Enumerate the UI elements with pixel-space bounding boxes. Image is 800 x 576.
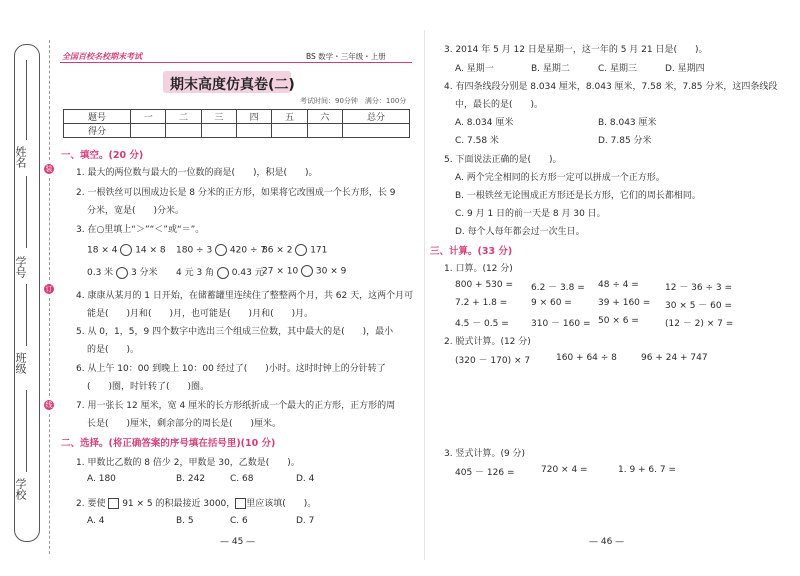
vertical-calc: 405 － 126 = — [455, 468, 515, 478]
oral-calc: 4.5 － 0.5 = — [455, 319, 509, 329]
table-cell: 三 — [201, 110, 236, 124]
choice-option: C. 7.58 米 — [455, 136, 499, 146]
question-6-line2: ( )圈，时针转了( )圈。 — [87, 382, 210, 392]
score-cell[interactable] — [272, 124, 307, 138]
table-cell: 一 — [131, 110, 166, 124]
oral-calc: 30 × 5 － 60 = — [665, 301, 733, 311]
section-heading: 二、选择。(将正确答案的序号填在括号里)(10 分) — [61, 438, 276, 449]
section-heading: 三、计算。(33 分) — [430, 246, 513, 257]
choice-option: B. 242 — [176, 474, 206, 484]
step-calc: (320 － 170) × 7 — [455, 356, 531, 366]
compare-circle[interactable] — [217, 267, 229, 279]
id-line — [26, 176, 27, 248]
choice-option: D. 星期四 — [665, 64, 705, 74]
oral-calc: 7.2 + 1.8 = — [455, 298, 508, 308]
oral-calc: 50 × 6 = — [598, 316, 639, 326]
choice-4-line2: 中，最长的是( )。 — [455, 100, 544, 110]
table-cell: 总分 — [342, 110, 409, 124]
oral-calc: 800 + 530 = — [455, 280, 514, 290]
choice-option: C. 6 — [230, 516, 248, 526]
score-table — [63, 109, 410, 138]
question-2-line1: 2. 一根铁丝可以围成边长是 8 分米的正方形，如果将它改围成一个长方形，长 9 — [76, 188, 396, 198]
score-table-score-row — [64, 124, 410, 138]
choice-option: A. 4 — [87, 516, 105, 526]
choice-4-line1: 4. 有四条线段分别是 8.034 厘米，8.043 厘米，7.58 米，7.85 分米，这四条线段 — [444, 82, 778, 92]
compare-circle[interactable] — [295, 244, 307, 256]
brand-label: 全国百校名校期末考试 — [62, 51, 142, 61]
compare-circle[interactable] — [120, 244, 132, 256]
page-title: 期末高度仿真卷(二) — [170, 77, 295, 93]
choice-option: D. 7 — [296, 516, 315, 526]
score-cell[interactable] — [166, 124, 201, 138]
choice-5: 5. 下面说法正确的是( )。 — [444, 155, 562, 165]
table-cell: 五 — [272, 110, 307, 124]
choice-2: 2. 要使 91 × 5 的积最接近 3000， 里应该填( )。 — [76, 499, 317, 509]
question-4-line1: 4. 康康从某月的 1 日开始，在储蓄罐里连续住了整整两个月，共 62 天，这两个月可 — [76, 291, 414, 301]
oral-calc: 9 × 60 = — [531, 298, 572, 308]
choice-option: C. 9 月 1 日的前一天是 8 月 30 日。 — [455, 209, 606, 219]
score-table-header-row — [64, 110, 410, 124]
compare-item: 86 × 2 171 — [262, 245, 328, 256]
choice-option: A. 两个完全相同的长方形一定可以拼成一个正方形。 — [455, 173, 665, 183]
score-cell[interactable] — [131, 124, 166, 138]
header-rule — [60, 62, 412, 63]
step-calc: 160 + 64 ÷ 8 — [556, 353, 617, 363]
bind-dot: 装 — [45, 165, 53, 173]
table-cell: 得分 — [64, 124, 131, 138]
question-3-stem: 3. 在○里填上“＞”“＜”或“＝”。 — [76, 225, 205, 235]
binding-strip — [14, 44, 40, 542]
question-2-line2: 分米，宽是( )分米。 — [87, 206, 185, 216]
oral-calc: 39 + 160 = — [598, 298, 651, 308]
name-line — [26, 60, 27, 140]
question-7-line1: 7. 用一张长 12 厘米，宽 4 厘米的长方形纸折成一个最大的正方形，正方形的周 — [76, 401, 396, 411]
class-line — [26, 284, 27, 346]
vertical-calc: 1. 9 + 6. 7 = — [618, 465, 677, 475]
section-heading: 一、填空。(20 分) — [61, 150, 144, 161]
table-cell: 二 — [166, 110, 201, 124]
compare-item: 0.3 米 3 分米 — [87, 268, 158, 278]
choice-option: D. 每个人每年都会过一次生日。 — [455, 227, 585, 237]
question-6-line1: 6. 从上午 10：00 到晚上 10：00 经过了( )小时。这时时钟上的分针转了 — [76, 364, 386, 374]
oral-calc: (12 － 2) × 7 = — [665, 319, 734, 329]
choice-option: C. 星期三 — [598, 64, 638, 74]
score-cell[interactable] — [307, 124, 342, 138]
question-1: 1. 最大的两位数与最大的一位数的商是( )，积是( )。 — [76, 168, 318, 178]
cut-line — [49, 298, 50, 396]
bind-dot: 订 — [45, 285, 53, 293]
name-label: 姓名 — [14, 146, 27, 168]
question-7-line2: 长是( )厘米，剩余部分的周长是( )厘米。 — [87, 419, 282, 429]
table-cell: 六 — [307, 110, 342, 124]
page-number: — 46 — — [589, 537, 625, 547]
step-calc: 96 + 24 + 747 — [641, 353, 708, 363]
choice-option: D. 7.85 分米 — [598, 136, 652, 146]
choice-3: 3. 2014 年 5 月 12 日是星期一，这一年的 5 月 21 日是( )。 — [444, 45, 708, 55]
id-label: 学号 — [14, 256, 27, 278]
cut-line — [49, 40, 50, 160]
choice-option: B. 星期二 — [531, 64, 570, 74]
question-4-line2: 能是( )月和( )月，也可能是( )月和( )月。 — [87, 309, 314, 319]
choice-option: B. 8.043 厘米 — [598, 118, 657, 128]
choice-option: A. 8.034 厘米 — [455, 118, 514, 128]
choice-option: A. 星期一 — [455, 64, 494, 74]
compare-circle[interactable] — [301, 265, 313, 277]
school-label: 学校 — [14, 478, 27, 500]
blank-box[interactable] — [235, 498, 246, 509]
oral-calc: 48 ÷ 4 = — [598, 280, 639, 290]
choice-option: C. 68 — [230, 474, 254, 484]
question-5-line1: 5. 从 0，1，5，9 四个数字中选出三个组成三位数，其中最大的是( )，最小 — [76, 327, 394, 337]
series-label: BS 数学・三年级・上册 — [306, 52, 386, 61]
calc-2-heading: 2. 脱式计算。(12 分) — [444, 337, 531, 347]
choice-option: A. 180 — [87, 474, 116, 484]
choice-option: D. 4 — [296, 474, 315, 484]
cut-line — [49, 178, 50, 280]
compare-circle[interactable] — [116, 267, 128, 279]
choice-option: B. 一根铁丝无论围成正方形还是长方形，它们的周长都相同。 — [455, 191, 701, 201]
vertical-calc: 720 × 4 = — [541, 465, 588, 475]
compare-item: 27 × 10 30 × 9 — [262, 266, 347, 277]
choice-option: B. 5 — [176, 516, 194, 526]
cut-line — [49, 414, 50, 554]
question-5-line2: 的是( )。 — [87, 345, 140, 355]
page-divider — [424, 30, 425, 560]
oral-calc: 12 － 36 ÷ 3 = — [665, 283, 733, 293]
time-info: 考试时间：90分钟 满分：100分 — [300, 97, 407, 105]
bind-dot: 线 — [45, 401, 53, 409]
table-cell: 题号 — [64, 110, 131, 124]
calc-3-heading: 3. 竖式计算。(9 分) — [444, 449, 526, 459]
compare-item: 180 ÷ 3 420 ÷ 7 — [176, 245, 267, 256]
table-cell: 四 — [236, 110, 271, 124]
score-cell[interactable] — [236, 124, 271, 138]
compare-item: 4 元 3 角 0.43 元 — [176, 268, 264, 278]
compare-circle[interactable] — [215, 244, 227, 256]
page-number: — 45 — — [220, 537, 256, 547]
class-label: 班级 — [14, 352, 27, 374]
score-cell[interactable] — [201, 124, 236, 138]
calc-1-heading: 1. 口算。(12 分) — [444, 264, 513, 274]
oral-calc: 310 － 160 = — [531, 319, 591, 329]
school-line — [26, 390, 27, 472]
choice-1: 1. 甲数比乙数的 8 倍少 2，甲数是 30，乙数是( )。 — [76, 458, 300, 468]
blank-box[interactable] — [108, 498, 119, 509]
compare-item: 18 × 4 14 × 8 — [87, 245, 166, 256]
score-cell[interactable] — [342, 124, 409, 138]
oral-calc: 6.2 － 3.8 = — [531, 283, 585, 293]
